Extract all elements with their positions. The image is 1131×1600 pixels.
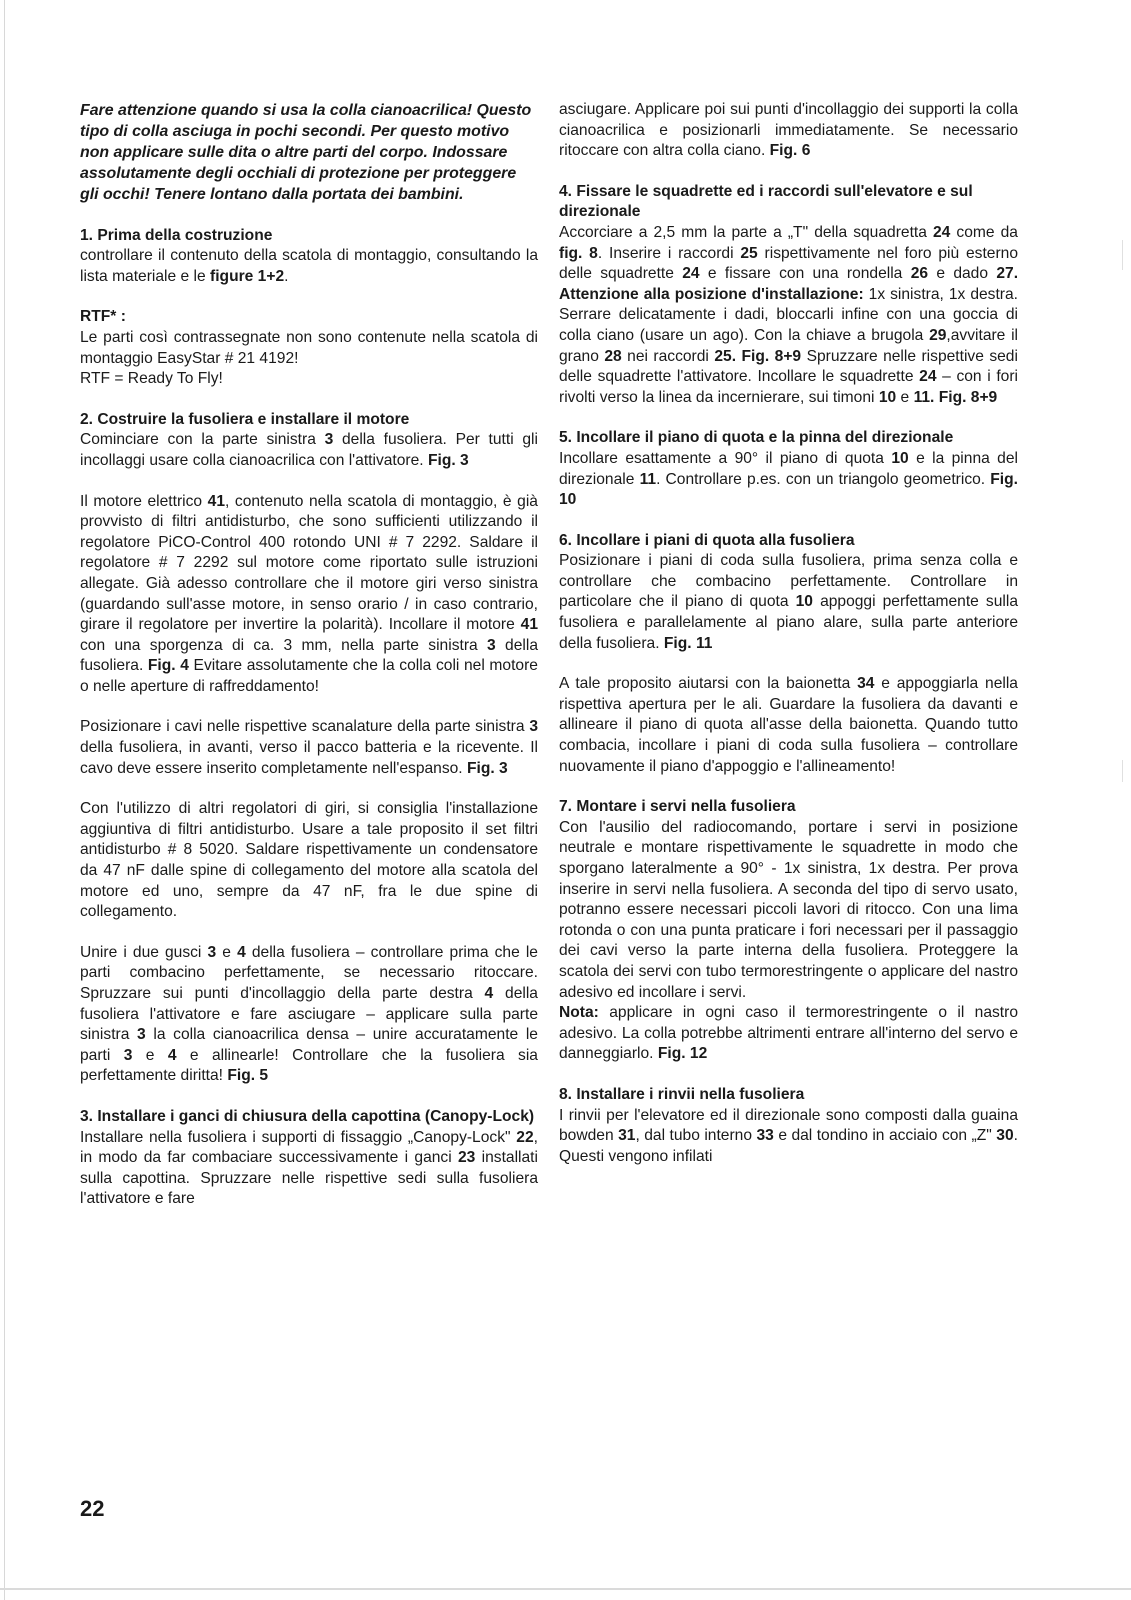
section-5-title: 5. Incollare il piano di quota e la pinna del direzionale <box>559 429 954 447</box>
section-1-title: 1. Prima della costruzione <box>80 226 273 244</box>
section-1-text: controllare il contenuto della scatola di montaggio, consultando la lista materiale e le figure 1+2. <box>80 247 538 285</box>
section-4-title: 4. Fissare le squadrette ed i raccordi sull'elevatore e sul direzionale <box>559 182 973 221</box>
section-2-paragraph-3: Posizionare i cavi nelle rispettive scanalature della parte sinistra 3 della fusoliera, in avanti, verso il pacco batteria e la ricevente. Il cavo deve essere inserito completamente nell'espanso. Fig. 3 <box>80 718 538 777</box>
section-7-note: Nota: applicare in ogni caso il termorestringente o il nastro adesivo. La colla potrebbe altrimenti entrare all'interno del servo e danneggiarlo. Fig. 12 <box>559 1004 1018 1063</box>
section-2-paragraph-5: Unire i due gusci 3 e 4 della fusoliera – controllare prima che le parti combacino perfettamente, se necessario ritoccare. Spruzzare sui punti d'incollaggio della parte destra 4 della fusoliera l'attivatore e fare asciugare – applicare sulla parte sinistra 3 la colla cianoacrilica densa – unire accuratamente le parti 3 e 4 e allinearle! Controllare che la fusoliera sia perfettamente diritta! Fig. 5 <box>80 943 538 1085</box>
section-3-title: 3. Installare i ganci di chiusura della capottina (Canopy-Lock) <box>80 1107 535 1125</box>
scan-edge-bottom <box>0 1588 1131 1590</box>
section-8-title: 8. Installare i rinvii nella fusoliera <box>559 1085 805 1103</box>
section-2-paragraph-2: Il motore elettrico 41, contenuto nella scatola di montaggio, è già provvisto di filtri antidisturbo, che sono sufficienti utilizzando il regolatore PiCO-Control 400 rotondo UNI # 7 2292. Saldare il regolatore # 7 2292 sul motore come riportato sulle istruzioni allegate. Già adesso controllare che il motore giri verso sinistra (guardando sull'asse motore, in senso orario / in caso contrario, girare il regolatore per invertire la polarità). Incollare il motore 41 con una sporgenza di ca. 3 mm, nella parte sinistra 3 della fusoliera. Fig. 4 Evitare assolutamente che la colla coli nel motore o nelle aperture di raffreddamento! <box>80 492 538 695</box>
rtf-title: RTF* : <box>80 308 126 326</box>
page-number: 22 <box>80 1496 105 1521</box>
scan-mark <box>1122 760 1123 782</box>
rtf-definition: RTF = Ready To Fly! <box>80 370 223 388</box>
section-2-paragraph-4: Con l'utilizzo di altri regolatori di giri, si consiglia l'installazione aggiuntiva di filtri antidisturbo. Usare a tale proposito il set filtri antidisturbo # 8 5020. Saldare rispettivamente un condensatore da 47 nF dalle spine di collegamento del motore alla scatola del motore ed uno, sempre da 47 nF, fra le due spine di collegamento. <box>80 800 538 921</box>
right-column <box>559 100 1018 1167</box>
scan-edge-left <box>4 0 5 1600</box>
left-column <box>80 100 538 1210</box>
safety-warning: Fare attenzione quando si usa la colla cianoacrilica! Questo tipo di colla asciuga in pochi secondi. Per questo motivo non applicare sulle dita o altre parti del corpo. Indossare assolutamente degli occhiali di protezione per proteggere gli occhi! Tenere lontano dalla portata dei bambini. <box>80 102 532 203</box>
section-6-paragraph-2: A tale proposito aiutarsi con la baionetta 34 e appoggiarla nella rispettiva apertura per le ali. Guardare la fusoliera da davanti e allineare il piano di quota all'asse della baionetta. Quando tutto combacia, incollare i piani di coda sulla fusoliera – controllare nuovamente il piano d'appoggio e l'allineamento! <box>559 675 1018 775</box>
scan-mark <box>1122 240 1123 270</box>
section-8-paragraph-1: I rinvii per l'elevatore ed il direzionale sono composti dalla guaina bowden 31, dal tubo interno 33 e dal tondino in acciaio con „Z" 30. Questi vengono infilati <box>559 1106 1018 1165</box>
rtf-text: Le parti così contrassegnate non sono contenute nella scatola di montaggio EasyStar # 21 4192! <box>80 328 538 367</box>
section-3-paragraph-1: Installare nella fusoliera i supporti di fissaggio „Canopy-Lock" 22, in modo da far combaciare successivamente i ganci 23 installati sulla capottina. Spruzzare nelle rispettive sedi sulla fusoliera l'attivatore e fare <box>80 1128 538 1208</box>
section-2-paragraph-1: Cominciare con la parte sinistra 3 della fusoliera. Per tutti gli incollaggi usare colla cianoacrilica con l'attivatore. Fig. 3 <box>80 431 538 469</box>
section-2-title: 2. Costruire la fusoliera e installare il motore <box>80 410 410 428</box>
section-7-title: 7. Montare i servi nella fusoliera <box>559 798 796 816</box>
section-3-continuation: asciugare. Applicare poi sui punti d'incollaggio dei supporti la colla cianoacrilica e posizionarli immediatamente. Se necessario ritoccare con altra colla ciano. Fig. 6 <box>559 101 1018 160</box>
section-6-title: 6. Incollare i piani di quota alla fusoliera <box>559 531 855 549</box>
section-5-paragraph-1: Incollare esattamente a 90° il piano di quota 10 e la pinna del direzionale 11. Controllare p.es. con un triangolo geometrico. Fig. 10 <box>559 449 1018 509</box>
section-7-paragraph-1: Con l'ausilio del radiocomando, portare i servi in posizione neutrale e montare rispettivamente le squadrette in modo che sporgano lateralmente a 90° - 1x sinistra, 1x destra. Per prova inserire in servi nella fusoliera. A seconda del tipo di servo usato, potranno essere necessari piccoli lavori di ritocco. Con una lima rotonda o con una punta praticare i fori necessari per il passaggio dei cavi verso la parte interna della fusoliera. Proteggere la scatola dei servi con tubo termorestringente o applicare del nastro adesivo ed incollare i servi. <box>559 818 1018 1001</box>
section-6-paragraph-1: Posizionare i piani di coda sulla fusoliera, prima senza colla e controllare che combacino perfettamente. Controllare in particolare che il piano di quota 10 appoggi perfettamente sulla fusoliera e parallelamente al piano alare, sulla parte anteriore della fusoliera. Fig. 11 <box>559 552 1018 652</box>
section-4-paragraph-1: Accorciare a 2,5 mm la parte a „T" della squadretta 24 come da fig. 8. Inserire i raccordi 25 rispettivamente nel foro più esterno delle squadrette 24 e fissare con una rondella 26 e dado 27. Attenzione alla posizione d'installazione: 1x sinistra, 1x destra. Serrare delicatamente i dadi, bloccarli infine con una goccia di colla ciano (usare un ago). Con la chiave a brugola 29,avvitare il grano 28 nei raccordi 25. Fig. 8+9 Spruzzare nelle rispettive sedi delle squadrette l'attivatore. Incollare le squadrette 24 – con i fori rivolti verso la linea da incernierare, sui timoni 10 e 11. Fig. 8+9 <box>559 223 1019 406</box>
